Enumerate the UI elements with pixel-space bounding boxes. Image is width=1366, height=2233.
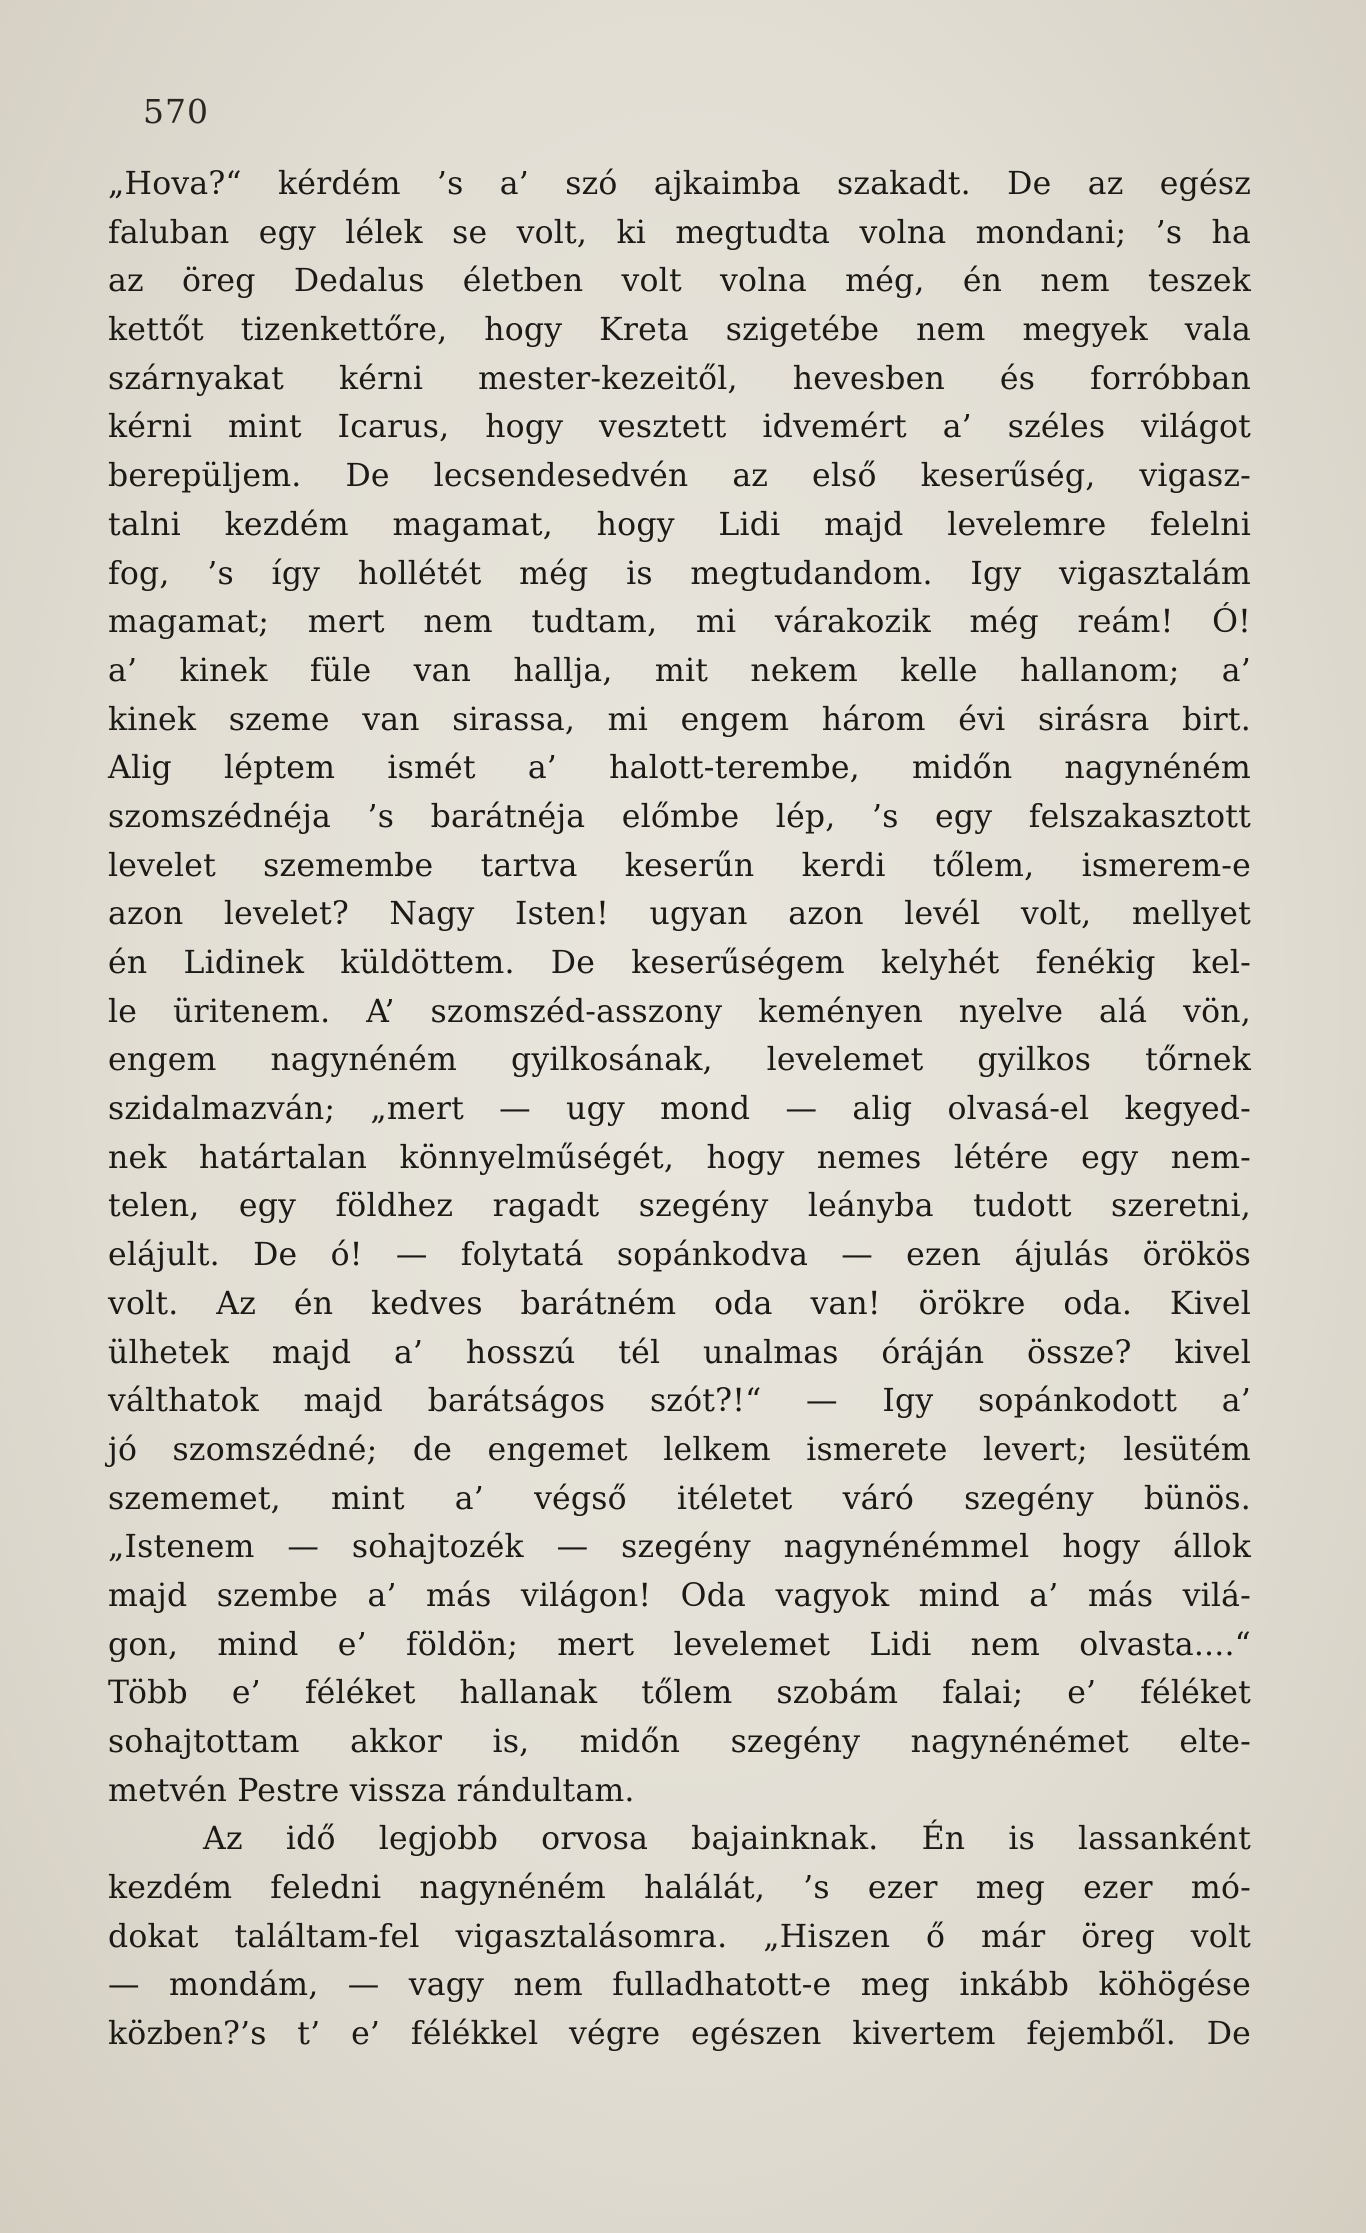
text-line: nek határtalan könnyelműségét, hogy nemes létére egy nem- xyxy=(108,1139,1251,1176)
text-line: majd szembe a’ más világon! Oda vagyok mind a’ más vilá- xyxy=(108,1577,1251,1614)
text-line: „Hova?“ kérdém ’s a’ szó ajkaimba szakadt. De az egész xyxy=(108,166,1251,202)
text-line: elájult. De ó! — folytatá sopánkodva — ezen ájulás örökös xyxy=(108,1237,1251,1274)
text-line: szomszédnéja ’s barátnéja előmbe lép, ’s egy felszakasztott xyxy=(108,798,1251,835)
text-line: szememet, mint a’ végső itéletet váró szegény bünös. xyxy=(108,1480,1251,1517)
text-line: szárnyakat kérni mester-kezeitől, hevesben és forróbban xyxy=(108,360,1251,397)
text-line: szidalmazván; „mert — ugy mond — alig olvasá-el kegyed- xyxy=(108,1091,1251,1128)
paragraph-start-line: Az idő legjobb orvosa bajainknak. Én is lassanként xyxy=(203,1821,1251,1858)
text-line: berepüljem. De lecsendesedvén az első keserűség, vigasz- xyxy=(108,458,1251,495)
text-line: kezdém feledni nagynéném halálát, ’s ezer meg ezer mó- xyxy=(108,1870,1251,1907)
text-line: gon, mind e’ földön; mert levelemet Lidi nem olvasta....“ xyxy=(108,1626,1251,1663)
text-line: volt. Az én kedves barátném oda van! örökre oda. Kivel xyxy=(108,1285,1251,1322)
text-line: levelet szemembe tartva keserűn kerdi tőlem, ismerem-e xyxy=(108,847,1251,884)
text-line: a’ kinek füle van hallja, mit nekem kelle hallanom; a’ xyxy=(108,652,1251,689)
text-line: fog, ’s így hollétét még is megtudandom. Igy vigasztalám xyxy=(108,555,1251,592)
text-line: — mondám, — vagy nem fulladhatott-e meg inkább köhögése xyxy=(108,1967,1251,2004)
text-line: le üritenem. A’ szomszéd-asszony keményen nyelve alá vön, xyxy=(108,993,1251,1030)
text-line: engem nagynéném gyilkosának, levelemet gyilkos tőrnek xyxy=(108,1042,1251,1079)
text-line: sohajtottam akkor is, midőn szegény nagynénémet elte- xyxy=(108,1724,1251,1760)
text-line: ülhetek majd a’ hosszú tél unalmas óráján össze? kivel xyxy=(108,1334,1251,1371)
paragraph-end-line: metvén Pestre vissza rándultam. xyxy=(108,1772,635,1809)
body-text xyxy=(108,160,1251,2059)
page-number: 570 xyxy=(143,92,209,131)
text-line: telen, egy földhez ragadt szegény leányba tudott szeretni, xyxy=(108,1188,1251,1225)
text-line: kinek szeme van sirassa, mi engem három évi sirásra birt. xyxy=(108,701,1251,738)
text-line: faluban egy lélek se volt, ki megtudta volna mondani; ’s ha xyxy=(108,214,1251,251)
text-line: azon levelet? Nagy Isten! ugyan azon levél volt, mellyet xyxy=(108,896,1251,933)
text-line: az öreg Dedalus életben volt volna még, én nem teszek xyxy=(108,263,1251,300)
text-line: „Istenem — sohajtozék — szegény nagynénémmel hogy állok xyxy=(108,1529,1251,1566)
text-line: Alig léptem ismét a’ halott-terembe, midőn nagynéném xyxy=(108,750,1251,787)
text-line: válthatok majd barátságos szót?!“ — Igy sopánkodott a’ xyxy=(108,1383,1251,1420)
text-line: kérni mint Icarus, hogy vesztett idvemért a’ széles világot xyxy=(108,409,1251,446)
text-line: magamat; mert nem tudtam, mi várakozik még reám! Ó! xyxy=(108,604,1251,641)
text-line: én Lidinek küldöttem. De keserűségem kelyhét fenékig kel- xyxy=(108,945,1251,981)
text-line: jó szomszédné; de engemet lelkem ismerete levert; lesütém xyxy=(108,1431,1251,1468)
text-line: dokat találtam-fel vigasztalásomra. „Hiszen ő már öreg volt xyxy=(108,1918,1251,1955)
text-line: kettőt tizenkettőre, hogy Kreta szigetébe nem megyek vala xyxy=(108,312,1251,349)
text-line: Több e’ féléket hallanak tőlem szobám falai; e’ féléket xyxy=(108,1675,1251,1712)
text-line: közben?’s t’ e’ félékkel végre egészen kivertem fejemből. De xyxy=(108,2016,1251,2053)
text-line: talni kezdém magamat, hogy Lidi majd levelemre felelni xyxy=(108,506,1251,543)
